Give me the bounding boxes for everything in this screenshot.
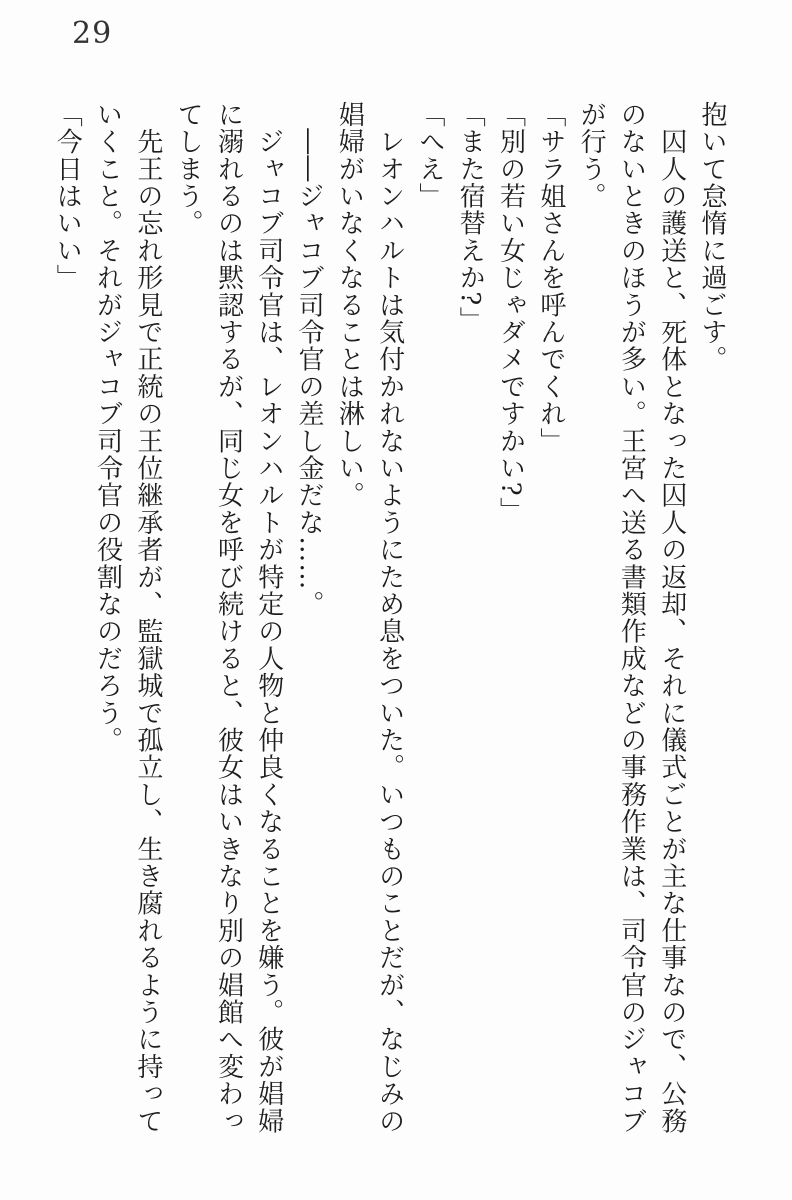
text-column-dialogue: 「サラ姐さんを呼んでくれ」 [535,101,566,455]
text-column: が行う。 [576,101,607,210]
text-column: のないときのほうが多い。王宮へ送る書類作成などの事務作業は、司令官のジャコブ [616,101,647,1135]
text-column: レオンハルトは気付かれないようにため息をついた。いつものことだが、なじみの [374,101,405,1135]
text-column: 囚人の護送と、死体となった囚人の返却、それに儀式ごとが主な仕事なので、公務 [656,101,687,1135]
text-area [47,101,732,1146]
text-column: 抱いて怠惰に過ごす。 [697,101,727,373]
text-column: てしまう。 [173,101,204,237]
text-column-dialogue: 「へえ」 [414,101,445,210]
text-column: に溺れるのは黙認するが、同じ女を呼び続けると、彼女はいきなり別の娼館へ変わっ [213,101,244,1135]
text-column-dialogue: 「今日はいい」 [52,101,83,292]
text-column: ジャコブ司令官は、レオンハルトが特定の人物と仲良くなることを嫌う。彼が娼婦 [253,101,284,1135]
text-column: 娼婦がいなくなることは淋しい。 [334,101,365,509]
text-column-dialogue: 「また宿替えか?」 [455,101,486,334]
text-column-dialogue: 「別の若い女じゃダメですかい?」 [495,101,526,525]
text-column: 先王の忘れ形見で正統の王位継承者が、監獄城で孤立し、生き腐れるように持って [132,101,163,1135]
text-column: いくこと。それがジャコブ司令官の役割なのだろう。 [92,101,123,754]
text-column-monologue: ――ジャコブ司令官の差し金だな……。 [294,101,325,618]
page-number: 29 [72,16,113,51]
